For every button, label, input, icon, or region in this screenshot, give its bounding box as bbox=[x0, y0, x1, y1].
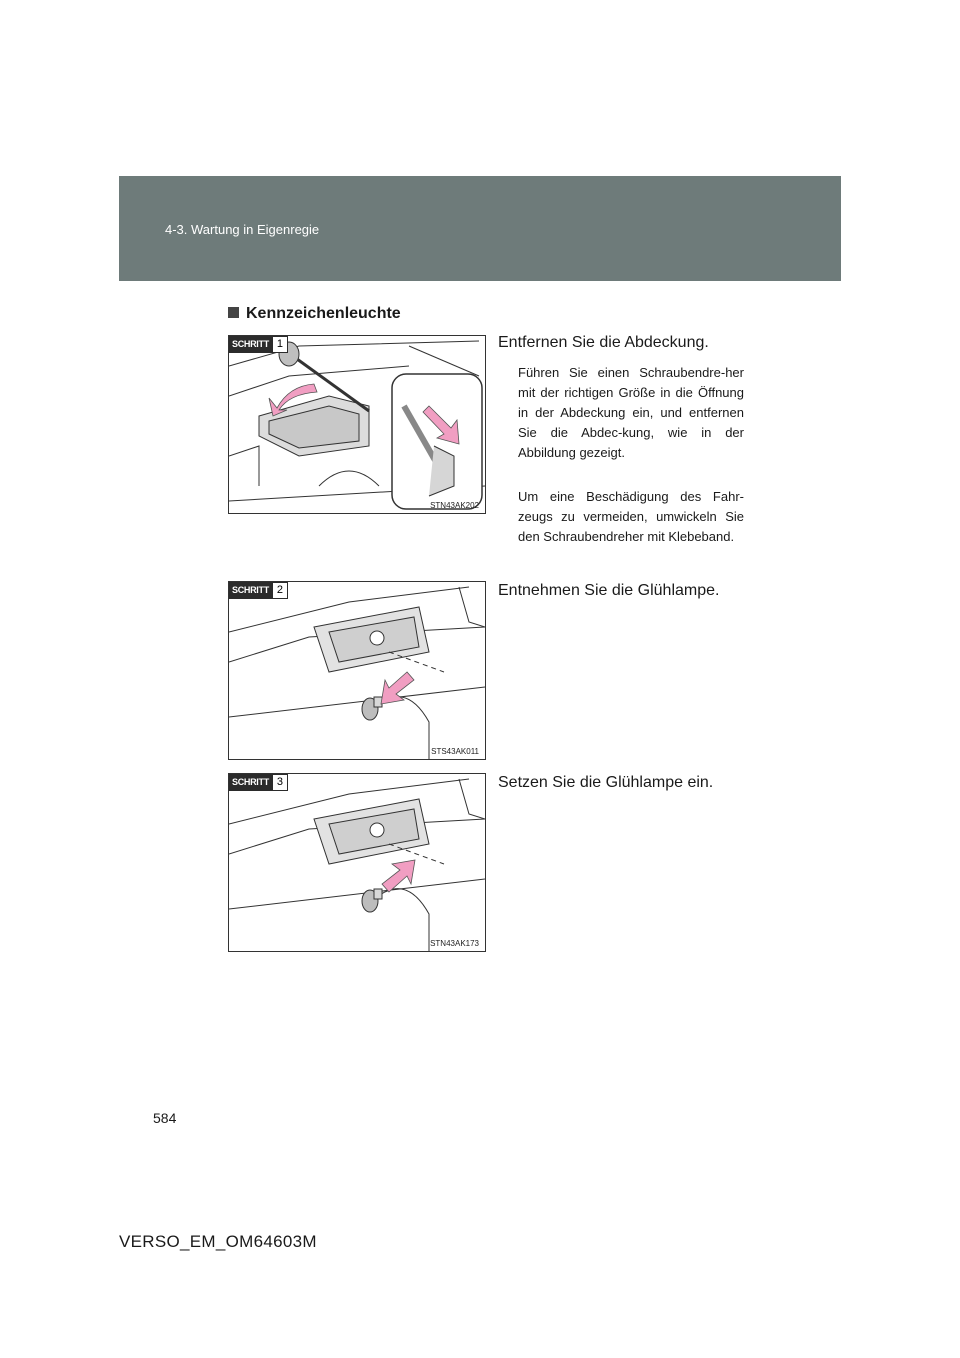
step-3-figure bbox=[228, 773, 486, 952]
figure-code: STN43AK173 bbox=[430, 939, 479, 948]
step-1-paragraph-2: Um eine Beschädigung des Fahr-zeugs zu vermeiden, umwickeln Sie den Schraubendreher mit Klebeband. bbox=[518, 489, 744, 544]
section-heading bbox=[228, 305, 401, 323]
step-2-title: Entnehmen Sie die Glühlampe. bbox=[498, 582, 720, 599]
figure-code: STN43AK202 bbox=[430, 501, 479, 510]
document-code: VERSO_EM_OM64603M bbox=[119, 1232, 317, 1251]
step-1-figure bbox=[228, 335, 486, 514]
step-1-paragraph-1: Führen Sie einen Schraubendre-her mit der richtigen Größe in die Öffnung in der Abdeckung ein, und entfernen Sie die Abdec-kung, wie in der Abbildung gezeigt. bbox=[518, 365, 744, 460]
page-number: 584 bbox=[153, 1110, 177, 1126]
section-heading-text: Kennzeichenleuchte bbox=[246, 305, 401, 322]
step-2-badge bbox=[229, 582, 288, 599]
square-bullet-icon bbox=[228, 307, 239, 318]
header-section-title: 4-3. Wartung in Eigenregie bbox=[165, 222, 320, 237]
step-2-figure bbox=[228, 581, 486, 760]
step-badge-number: 2 bbox=[272, 582, 288, 599]
figure-code: STS43AK011 bbox=[431, 747, 479, 756]
step-3-badge bbox=[229, 774, 288, 791]
step-3-title: Setzen Sie die Glühlampe ein. bbox=[498, 774, 714, 791]
step-1-illustration bbox=[229, 336, 485, 513]
step-badge-word: SCHRITT bbox=[229, 582, 272, 599]
step-3-illustration bbox=[229, 774, 485, 951]
step-2-illustration bbox=[229, 582, 485, 759]
step-badge-number: 1 bbox=[272, 336, 288, 353]
step-badge-word: SCHRITT bbox=[229, 774, 272, 791]
step-1-badge bbox=[229, 336, 288, 353]
step-badge-number: 3 bbox=[272, 774, 288, 791]
step-badge-word: SCHRITT bbox=[229, 336, 272, 353]
step-1-title: Entfernen Sie die Abdeckung. bbox=[498, 334, 709, 351]
